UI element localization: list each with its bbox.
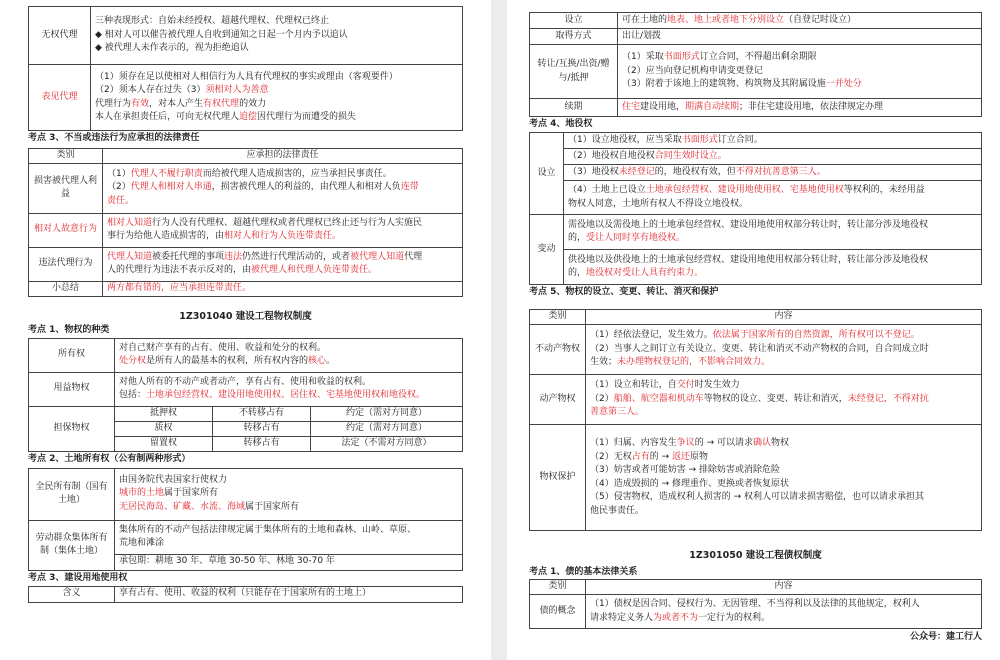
text-segment: （1）归属、内容发生 xyxy=(590,438,677,448)
text-segment: 供役地以及供役地上的土地承包经营权、建设用地使用权部分转让时，转让部分涉及地役权 xyxy=(568,254,929,265)
rich-cell xyxy=(564,133,982,149)
text-segment: （2）地役权自地役权 xyxy=(568,150,655,161)
text-segment: （4）造成毁损的 → 修理重作、更换或者恢复原状 xyxy=(590,478,789,489)
text-segment: （1）设立和转让，自 xyxy=(590,380,677,391)
text-segment: （3）妨害或者可能妨害 → 排除妨害或消除危险 xyxy=(590,465,780,475)
text-segment: 的 → 可以请求 xyxy=(694,438,754,448)
text-segment: 建设用地， xyxy=(640,101,686,112)
cell: 约定（需对方同意） xyxy=(311,406,463,421)
text-segment: 代理 xyxy=(404,251,423,262)
text-segment: （2）应当向登记机构申请变更登记 xyxy=(622,65,763,76)
row-label: 设立 xyxy=(530,13,618,29)
highlight-text: 未经登记，不得对抗 xyxy=(847,393,929,404)
text-segment: 可在土地的 xyxy=(622,14,668,25)
text-line xyxy=(590,437,977,451)
text-segment: ◆ 被代理人未作表示的，视为拒绝追认 xyxy=(95,43,249,54)
land-ownership-table xyxy=(28,468,463,571)
text-line xyxy=(568,219,977,233)
col-header: 内容 xyxy=(586,580,982,595)
section-title: 1Z301050 建设工程债权制度 xyxy=(689,550,822,561)
highlight-text: 连带 xyxy=(400,182,419,193)
text-line xyxy=(590,393,977,407)
rich-cell xyxy=(618,99,982,117)
cell: 抵押权 xyxy=(115,406,213,421)
text-line xyxy=(119,537,458,551)
cell: 转移占有 xyxy=(213,421,311,436)
highlight-text: 责任。 xyxy=(107,195,135,206)
row-label: 全民所有制（国有土地） xyxy=(29,468,115,520)
agency-table xyxy=(28,6,463,131)
rich-cell xyxy=(586,375,982,425)
text-segment: 等物权的设立、变更、转让和消灭， xyxy=(703,393,848,404)
property-types-table xyxy=(28,338,463,452)
text-segment: （1） xyxy=(107,168,131,179)
text-segment: 对他人所有的不动产或者动产，享有占有、使用和收益的权利。 xyxy=(119,376,372,387)
heading-k1: 考点 1、物权的种类 xyxy=(28,324,110,335)
highlight-text: 追偿 xyxy=(239,112,258,122)
highlight-text: 土地承包经营权、建设用地使用权、居住权、宅基地使用权和地役权。 xyxy=(146,390,426,400)
col-header: 类别 xyxy=(530,580,586,595)
highlight-text: 无居民海岛、矿藏、水流、海域 xyxy=(119,501,246,512)
text-line xyxy=(590,406,977,420)
highlight-text: 处分权 xyxy=(119,356,147,366)
text-segment: 集体所有的不动产包括法律规定属于集体所有的土地和森林、山岭、草原、 xyxy=(119,524,417,535)
highlight-text: 书面形式 xyxy=(681,134,718,145)
text-line xyxy=(590,491,977,505)
text-line xyxy=(95,29,458,43)
text-segment: 行为人没有代理权、超越代理权或者代理权已终止还与行为人实施民 xyxy=(152,217,423,228)
rich-cell xyxy=(564,250,982,285)
highlight-text: 返还 xyxy=(672,451,691,462)
table-row xyxy=(29,65,463,131)
col-header: 应承担的法律责任 xyxy=(103,149,463,164)
text-segment: 被委托代理的事项 xyxy=(152,251,225,262)
highlight-text: 被代理人和代理人负连带责任。 xyxy=(251,265,378,275)
text-segment: （4）土地上已设立 xyxy=(568,185,646,195)
highlight-text: 土地承包经营权、建设用地使用权、宅基地使用权 xyxy=(645,185,844,195)
text-segment: ；非住宅建设用地，依法律规定办理 xyxy=(739,101,884,112)
text-segment: 属于国家所有 xyxy=(164,488,219,499)
text-segment: 时发生效力 xyxy=(694,380,740,391)
highlight-text: 被代理人知道 xyxy=(350,251,405,262)
text-segment: 因代理行为而遭受的损失 xyxy=(257,112,357,122)
text-line xyxy=(119,389,458,403)
rich-cell xyxy=(618,45,982,99)
row-label: 无权代理 xyxy=(29,7,91,65)
row-label: 表见代理 xyxy=(29,65,91,131)
left-page xyxy=(0,0,491,660)
text-segment: 的效力 xyxy=(239,98,267,109)
rich-cell xyxy=(115,520,463,554)
row-label: 劳动群众集体所有制（集体土地） xyxy=(29,520,115,570)
highlight-text: 代理人和相对人串通 xyxy=(130,182,212,193)
row-label: 损害被代理人利益 xyxy=(29,163,103,213)
heading-k3: 考点 3、不当或违法行为应承担的法律责任 xyxy=(28,133,200,143)
text-line xyxy=(590,612,977,626)
rich-cell xyxy=(115,554,463,570)
text-segment: 的 → xyxy=(649,451,673,462)
cell: 质权 xyxy=(115,421,213,436)
text-line xyxy=(107,181,458,195)
text-line xyxy=(107,217,458,231)
text-line xyxy=(107,230,458,244)
text-segment: （2）当事人之间订立有关设立、变更、转让和消灭不动产物权的合同，自合同成立时 xyxy=(590,343,929,354)
text-segment: ，损害被代理人的利益的，由代理人和相对人负 xyxy=(211,182,401,193)
text-line xyxy=(590,356,977,370)
text-segment: 包括： xyxy=(119,390,147,400)
text-line xyxy=(95,111,458,125)
text-segment: 生效； xyxy=(590,357,618,368)
heading-k1: 考点 1、债的基本法律关系 xyxy=(529,567,638,577)
footer-watermark: 公众号：建工行人 xyxy=(909,632,982,642)
text-segment: （1）采取 xyxy=(622,52,664,63)
text-line xyxy=(590,329,977,343)
text-line xyxy=(119,355,458,369)
highlight-text: 不得对抗善意第三人。 xyxy=(735,166,826,177)
highlight-text: 确认 xyxy=(753,438,772,448)
text-line xyxy=(590,598,977,612)
text-segment: 享有占有、使用、收益的权利（只能存在于国家所有的土地上） xyxy=(119,588,372,599)
rich-cell xyxy=(586,325,982,375)
rich-cell xyxy=(564,165,982,181)
text-segment: （1）债权是因合同、侵权行为、无因管理、不当得利以及法律的其他规定，权利人 xyxy=(590,599,920,609)
rich-cell xyxy=(618,29,982,45)
text-segment: 事行为给他人造成损害的，由 xyxy=(107,231,225,241)
cell: 留置权 xyxy=(115,436,213,451)
rich-cell xyxy=(115,468,463,520)
highlight-text: 有权代理 xyxy=(203,98,240,109)
rich-cell xyxy=(564,149,982,165)
text-segment: 荒地和滩涂 xyxy=(119,538,165,548)
highlight-text: 船舶、航空器和机动车 xyxy=(613,393,704,404)
liability-table xyxy=(28,148,463,297)
text-line xyxy=(107,195,458,209)
text-segment: （自登记时设立） xyxy=(784,14,857,25)
rich-cell xyxy=(115,372,463,406)
text-segment: 而给被代理人造成损害的，应当承担民事责任。 xyxy=(202,168,392,179)
highlight-text: 受让人同时享有地役权。 xyxy=(586,233,686,243)
row-label: 用益物权 xyxy=(29,372,115,406)
rich-cell xyxy=(91,65,463,131)
highlight-text: 交付 xyxy=(676,380,695,391)
text-segment: 仍然进行代理活动的，或者 xyxy=(242,251,351,262)
row-label: 担保物权 xyxy=(29,406,115,451)
highlight-text: 违法 xyxy=(224,251,243,262)
text-line xyxy=(95,84,458,98)
text-line xyxy=(95,98,458,112)
highlight-text: 期满自动续期 xyxy=(685,101,740,112)
col-header: 类别 xyxy=(29,149,103,164)
text-segment: 物权人同意，土地所有权人不得设立地役权。 xyxy=(568,198,749,209)
highlight-text: 有效 xyxy=(131,98,150,109)
highlight-text: 书面形式 xyxy=(663,52,700,63)
text-line xyxy=(622,51,977,65)
highlight-text: 一并处分 xyxy=(825,79,862,90)
construction-land-table xyxy=(28,586,463,603)
highlight-text: 住宅 xyxy=(622,101,641,112)
highlight-text: 争议 xyxy=(676,438,695,448)
text-line xyxy=(95,71,458,85)
text-line xyxy=(95,42,458,56)
text-line xyxy=(622,30,977,44)
text-line xyxy=(590,379,977,393)
table-row xyxy=(29,7,463,65)
text-line xyxy=(622,78,977,92)
text-line xyxy=(119,474,458,488)
text-line xyxy=(107,168,458,182)
text-line xyxy=(119,487,458,501)
rich-cell xyxy=(103,281,463,296)
text-segment: 三种表现形式：自始未经授权、超越代理权、代理权已终止 xyxy=(95,16,330,27)
text-line xyxy=(119,342,458,356)
rich-cell xyxy=(586,595,982,629)
text-segment: 的， xyxy=(568,233,587,243)
text-line xyxy=(107,251,458,265)
row-label: 债的概念 xyxy=(530,595,586,629)
rich-cell xyxy=(103,213,463,247)
row-label: 违法代理行为 xyxy=(29,247,103,281)
text-line xyxy=(568,134,977,148)
text-segment: （1）须存在足以使相对人相信行为人具有代理权的事实或理由（客观要件） xyxy=(95,71,398,82)
text-segment: 等权利的，未经用益 xyxy=(843,185,925,195)
text-line xyxy=(568,232,977,246)
row-label: 取得方式 xyxy=(530,29,618,45)
text-line xyxy=(119,524,458,538)
highlight-text: 善意第三人。 xyxy=(590,407,645,418)
text-segment: 一定行为的权利。 xyxy=(698,612,771,623)
text-segment: ◆ 相对人可以催告被代理人自收到通知之日起一个月内予以追认 xyxy=(95,29,348,40)
text-segment: 由国务院代表国家行使权力 xyxy=(119,474,228,485)
easement-table xyxy=(529,132,982,285)
col-header: 内容 xyxy=(586,310,982,325)
highlight-text: 依法属于国家所有的自然资源，所有权可以不登记。 xyxy=(712,330,920,341)
text-segment: （3）地役权 xyxy=(568,166,619,177)
text-line xyxy=(622,14,977,28)
text-segment: （2）无权 xyxy=(590,451,632,462)
highlight-text: 两方都有错的，应当承担连带责任。 xyxy=(107,282,252,293)
highlight-text: 合同生效时设立。 xyxy=(654,150,727,161)
highlight-text: 代理人不履行职责 xyxy=(130,168,203,179)
rich-cell xyxy=(618,13,982,29)
heading-k5: 考点 5、物权的设立、变更、转让、消灭和保护 xyxy=(529,287,719,297)
highlight-text: 地役权对受让人具有约束力。 xyxy=(586,268,704,278)
highlight-text: 为或者不为 xyxy=(653,612,699,623)
rich-cell xyxy=(103,163,463,213)
highlight-text: 须相对人为善意 xyxy=(205,85,269,95)
rich-cell xyxy=(586,425,982,531)
debt-table xyxy=(529,579,982,629)
text-segment: 的，地役权有效，但 xyxy=(654,166,736,177)
heading-k2: 考点 2、土地所有权（公有制两种形式） xyxy=(28,453,191,464)
text-line xyxy=(107,264,458,278)
text-line xyxy=(107,282,458,296)
land-use-table xyxy=(529,12,982,117)
text-segment: （3）附着于该地上的建筑物、构筑物及其附属设施 xyxy=(622,79,826,90)
text-line xyxy=(590,464,977,478)
row-label: 不动产物权 xyxy=(530,325,586,375)
text-line xyxy=(119,555,458,569)
text-segment: （2） xyxy=(590,393,614,404)
text-segment: 属于国家所有 xyxy=(245,501,300,512)
text-segment: 人的代理行为违法不表示反对的，由 xyxy=(107,265,252,275)
text-line xyxy=(590,343,977,357)
row-label: 物权保护 xyxy=(530,425,586,531)
text-line xyxy=(590,451,977,465)
highlight-text: 相对人和行为人负连带责任。 xyxy=(224,231,342,241)
highlight-text: 城市的土地 xyxy=(119,488,165,499)
highlight-text: 代理人知道 xyxy=(107,251,153,262)
highlight-text: 未经登记 xyxy=(618,166,655,177)
text-line xyxy=(590,505,977,519)
text-segment: 是所有人的最基本的权利，所有权内容的 xyxy=(146,356,309,366)
text-segment: 物权 xyxy=(771,438,790,448)
text-line xyxy=(568,150,977,164)
text-line xyxy=(568,267,977,281)
text-line xyxy=(568,166,977,180)
row-label: 含义 xyxy=(29,586,115,602)
row-label: 所有权 xyxy=(29,338,115,372)
text-segment: 对自己财产享有的占有、使用、收益和处分的权利。 xyxy=(119,342,327,353)
text-segment: 订立合同。 xyxy=(717,134,763,145)
cell: 转移占有 xyxy=(213,436,311,451)
text-segment: 承包期：耕地 30 年、草地 30-50 年、林地 30-70 年 xyxy=(119,556,335,567)
text-line xyxy=(119,376,458,390)
rich-cell xyxy=(115,586,463,602)
cell: 不转移占有 xyxy=(213,406,311,421)
text-segment: （1）设立地役权，应当采取 xyxy=(568,134,682,145)
text-line xyxy=(568,184,977,198)
text-segment: （2）须本人存在过失（3） xyxy=(95,85,206,95)
cell: 约定（需对方同意） xyxy=(311,421,463,436)
highlight-text: 地表、地上或者地下分别设立 xyxy=(667,14,785,25)
col-header: 类别 xyxy=(530,310,586,325)
text-segment: 请求特定义务人 xyxy=(590,612,654,623)
row-label: 转让/互换/出资/赠与/抵押 xyxy=(530,45,618,99)
text-segment: 的， xyxy=(568,268,587,278)
text-segment: 需役地以及需役地上的土地承包经营权、建设用地使用权部分转让时，转让部分涉及地役权 xyxy=(568,219,929,230)
heading-k4: 考点 4、地役权 xyxy=(529,119,593,129)
text-line xyxy=(590,478,977,492)
text-line xyxy=(95,15,458,29)
text-segment: （1）经依法登记，发生效力。 xyxy=(590,330,713,341)
row-label: 动产物权 xyxy=(530,375,586,425)
text-segment: 。 xyxy=(326,356,336,366)
text-line xyxy=(622,65,977,79)
rich-cell xyxy=(115,338,463,372)
text-line xyxy=(119,501,458,515)
text-line xyxy=(568,198,977,212)
rich-cell xyxy=(564,215,982,250)
text-line xyxy=(568,254,977,268)
text-segment: （5）侵害物权，造成权利人损害的 → 权利人可以请求损害赔偿，也可以请求承担其 xyxy=(590,492,924,502)
text-segment: 本人在承担责任后，可向无权代理人 xyxy=(95,112,240,122)
cell: 法定（不需对方同意） xyxy=(311,436,463,451)
text-segment: 出让/划拨 xyxy=(622,30,662,41)
text-segment: 订立合同，不得超出剩余期限 xyxy=(699,52,817,63)
row-label: 相对人故意行为 xyxy=(29,213,103,247)
row-label: 小总结 xyxy=(29,281,103,296)
text-segment: 他民事责任。 xyxy=(590,505,645,516)
rich-cell xyxy=(91,7,463,65)
highlight-text: 未办理物权登记的，不影响合同效力。 xyxy=(617,357,771,368)
rich-cell xyxy=(103,247,463,281)
text-segment: 代理行为 xyxy=(95,98,132,109)
text-segment: （2） xyxy=(107,182,131,193)
heading-k3b: 考点 3、建设用地使用权 xyxy=(28,572,128,583)
section-title: 1Z301040 建设工程物权制度 xyxy=(179,310,312,322)
text-line xyxy=(119,587,458,601)
row-label: 续期 xyxy=(530,99,618,117)
right-page xyxy=(507,0,1000,660)
text-segment: ，对本人产生 xyxy=(149,98,204,109)
highlight-text: 核心 xyxy=(308,356,327,366)
highlight-text: 占有 xyxy=(631,451,650,462)
highlight-text: 相对人知道 xyxy=(107,217,153,228)
text-line xyxy=(622,101,977,115)
rich-cell xyxy=(564,181,982,215)
text-segment: 原物 xyxy=(690,451,709,462)
property-change-table xyxy=(529,309,982,531)
row-label: 变动 xyxy=(530,215,564,285)
row-label: 设立 xyxy=(530,133,564,215)
